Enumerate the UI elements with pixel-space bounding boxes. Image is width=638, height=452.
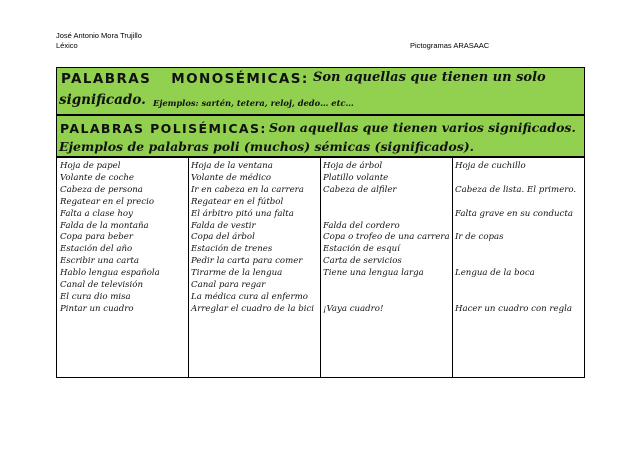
table-cell: Hoja de la ventana <box>191 161 273 171</box>
table-cell: Tirarme de la lengua <box>191 268 283 279</box>
table-cell: Falta a clase hoy <box>60 208 133 219</box>
table-cell: Cabeza de lista. El primero. <box>455 184 577 195</box>
table-cell: Falta grave en su conducta <box>455 208 573 219</box>
polysemic-examples-line: Ejemplos de palabras poli (muchos) sémicas (significados). <box>59 139 475 154</box>
table-cell: Estación del año <box>60 244 133 255</box>
table-cell: Falda del cordero <box>323 220 400 231</box>
polysemic-definition: Son aquellas que tienen varios significados. <box>269 120 576 135</box>
table-cell: Arreglar el cuadro de la bici <box>191 303 315 314</box>
table-cell: ¡Vaya cuadro! <box>323 303 384 314</box>
header-topic: Léxico <box>56 41 78 50</box>
table-cell: Canal para regar <box>191 280 266 290</box>
table-cell: Tiene una lengua larga <box>323 268 424 279</box>
monosemic-box <box>56 67 585 115</box>
table-cell: Hoja de cuchillo <box>455 161 526 171</box>
table-cell: La médica cura al enfermo <box>191 291 308 302</box>
table-cell: Canal de televisión <box>60 280 144 290</box>
table-cell: Hacer un cuadro con regla <box>455 303 572 314</box>
table-cell: Hoja de árbol <box>323 161 383 171</box>
monosemic-definition-end: significado. <box>59 92 146 108</box>
table-cell: El cura dio misa <box>60 291 131 302</box>
table-cell: Falda de la montaña <box>60 220 149 231</box>
column-divider <box>452 158 453 377</box>
monosemic-examples: Ejemplos: sartén, tetera, reloj, dedo… etc… <box>153 98 354 108</box>
table-cell: Copa para beber <box>60 232 133 243</box>
header-source: Pictogramas ARASAAC <box>410 41 490 50</box>
table-cell: Ir de copas <box>455 232 504 243</box>
table-cell: Platillo volante <box>323 172 389 183</box>
table-cell: Estación de esquí <box>323 244 400 255</box>
table-cell: Cabeza de persona <box>60 184 143 195</box>
table-cell: Volante de coche <box>60 172 135 183</box>
column-divider <box>320 158 321 377</box>
table-cell: Pedir la carta para comer <box>191 256 303 267</box>
table-cell: Pintar un cuadro <box>60 303 134 314</box>
table-cell: Ir en cabeza en la carrera <box>191 184 304 195</box>
table-cell: Copa o trofeo de una carrera <box>323 232 450 243</box>
table-cell: Copa del árbol <box>191 232 255 243</box>
table-cell: Cabeza de alfiler <box>323 184 397 195</box>
table-cell: Hoja de papel <box>60 161 121 171</box>
monosemic-keyword: PALABRAS MONOSÉMICAS: <box>61 71 309 87</box>
table-cell: El árbitro pitó una falta <box>191 208 294 219</box>
table-cell: Volante de médico <box>191 172 272 183</box>
polysemic-box <box>56 115 585 157</box>
monosemic-definition: Son aquellas que tienen un solo <box>313 70 546 85</box>
table-cell: Regatear en el fútbol <box>191 196 284 207</box>
table-cell: Escribir una carta <box>60 256 139 267</box>
table-cell: Hablo lengua española <box>60 268 160 279</box>
examples-table <box>56 157 585 378</box>
column-divider <box>188 158 189 377</box>
table-cell: Lengua de la boca <box>455 268 535 279</box>
table-cell: Estación de trenes <box>191 244 273 255</box>
polysemic-keyword: PALABRAS POLISÉMICAS: <box>60 121 267 136</box>
table-cell: Regatear en el precio <box>60 196 155 207</box>
header-author: José Antonio Mora Trujillo <box>56 31 142 40</box>
table-cell: Falda de vestir <box>191 220 256 231</box>
table-cell: Carta de servicios <box>323 256 402 267</box>
